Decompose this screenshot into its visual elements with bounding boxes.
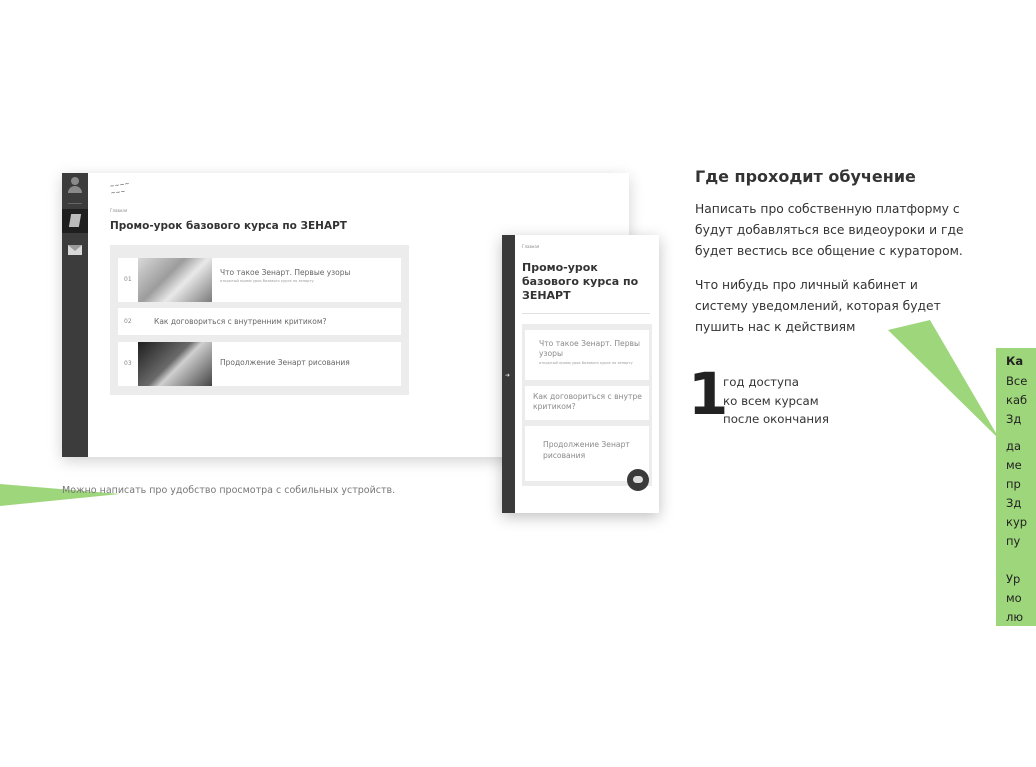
lesson-title: Что такое Зенарт. Первые узоры xyxy=(220,268,351,277)
divider xyxy=(522,313,650,314)
access-duration-text xyxy=(723,373,829,429)
platform-paragraph xyxy=(695,199,995,262)
lesson-title: Продолжение Зенарт рисования xyxy=(220,358,350,367)
lesson-item-1[interactable] xyxy=(525,330,649,380)
lesson-title-line1: Продолжение Зенарт xyxy=(543,440,630,449)
courses-icon[interactable] xyxy=(62,209,88,233)
lesson-item-2[interactable] xyxy=(118,308,401,335)
lesson-item-1[interactable] xyxy=(118,258,401,302)
expand-arrow-icon[interactable]: ➜ xyxy=(505,372,511,379)
lesson-subtitle: открытый промо урок базового курса по зенарту xyxy=(539,361,633,365)
lesson-thumbnail xyxy=(138,342,212,386)
callout-line: мо xyxy=(1006,591,1022,605)
lesson-subtitle: открытый промо урок базового курса по зенарту xyxy=(220,279,314,283)
callout-line: Зд xyxy=(1006,412,1022,426)
paragraph-line: Написать про собственную платформу с xyxy=(695,202,960,216)
paragraph-line: будут добавляться все видеоуроки и где xyxy=(695,223,964,237)
lesson-title-line2: критиком? xyxy=(533,402,576,411)
lesson-number: 02 xyxy=(124,318,132,325)
lesson-number: 01 xyxy=(124,276,132,283)
lesson-title-line1: Как договориться с внутре xyxy=(533,392,642,401)
access-line: ко всем курсам xyxy=(723,393,819,408)
access-line: после окончания xyxy=(723,412,829,426)
lesson-list xyxy=(110,245,409,395)
lesson-number: 03 xyxy=(124,360,132,367)
right-callout-pointer xyxy=(888,320,1000,440)
big-number: 1 xyxy=(688,360,729,428)
lesson-title-line2: узоры xyxy=(539,349,563,358)
user-icon[interactable] xyxy=(66,177,84,193)
desktop-sidebar xyxy=(62,173,88,457)
lesson-title-line1: Что такое Зенарт. Первы xyxy=(539,339,640,348)
lesson-item-2[interactable] xyxy=(525,386,649,420)
cabinet-paragraph xyxy=(695,275,995,338)
paragraph-line: Что нибудь про личный кабинет и xyxy=(695,278,918,292)
callout-line: Ка xyxy=(1006,354,1024,368)
lesson-title-line2: рисования xyxy=(543,451,586,460)
paragraph-line: будет вестись все общение с куратором. xyxy=(695,244,963,258)
callout-line: пу xyxy=(1006,534,1021,548)
page-title: Промо-урок базового курса по ЗЕНАРТ xyxy=(522,261,639,302)
section-heading: Где проходит обучение xyxy=(695,167,916,186)
callout-line: Ур xyxy=(1006,572,1021,586)
chat-icon[interactable] xyxy=(627,469,649,491)
callout-line: каб xyxy=(1006,393,1028,407)
paragraph-line: систему уведомлений, которая будет xyxy=(695,299,941,313)
callout-line: лю xyxy=(1006,610,1024,624)
callout-line: да xyxy=(1006,439,1021,453)
lesson-item-3[interactable] xyxy=(118,342,401,386)
lesson-thumbnail xyxy=(138,258,212,302)
page-title: Промо-урок базового курса по ЗЕНАРТ xyxy=(110,220,347,232)
callout-line: Все xyxy=(1006,374,1028,388)
mobile-mockup xyxy=(502,235,659,513)
lesson-list xyxy=(522,324,652,486)
paragraph-line: пушить нас к действиям xyxy=(695,320,856,334)
comment-callout xyxy=(996,348,1036,626)
mail-icon[interactable] xyxy=(66,243,84,259)
sidebar-divider xyxy=(68,203,82,204)
breadcrumb[interactable]: Главная xyxy=(522,244,540,249)
callout-line: пр xyxy=(1006,477,1021,491)
lesson-title: Как договориться с внутренним критиком? xyxy=(154,317,327,326)
breadcrumb[interactable]: Главная xyxy=(110,208,128,213)
callout-line: Зд xyxy=(1006,496,1022,510)
callout-line: кур xyxy=(1006,515,1028,529)
access-line: год доступа xyxy=(723,375,799,389)
desktop-caption: Можно написать про удобство просмотра с собильных устройств. xyxy=(62,485,396,496)
brand-logo: ~~~~ ~~~ xyxy=(109,180,131,198)
callout-line: ме xyxy=(1006,458,1022,472)
